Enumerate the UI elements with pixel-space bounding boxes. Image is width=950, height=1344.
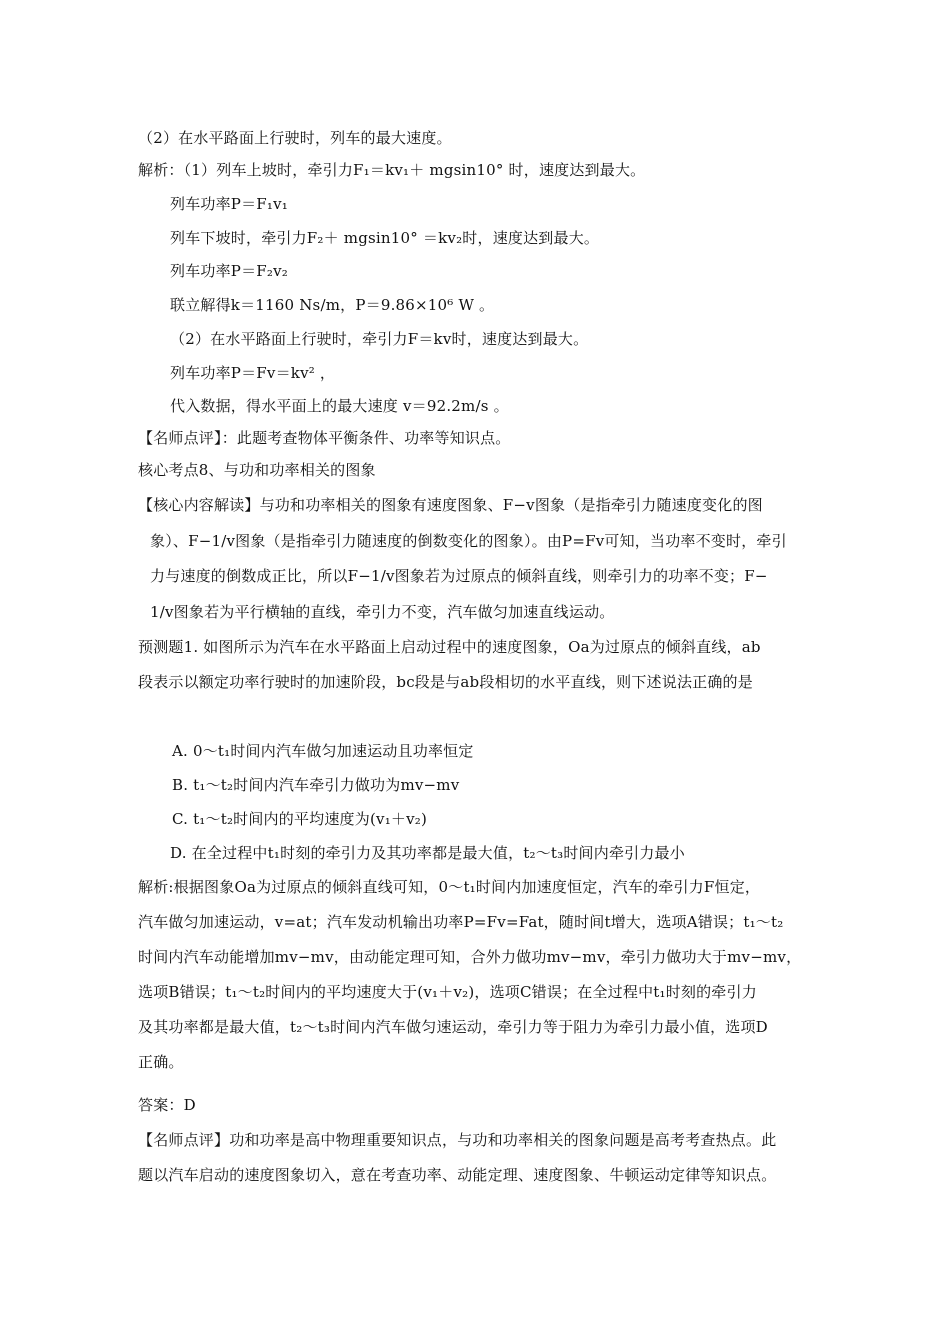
option-d: D. 在全过程中t₁时刻的牵引力及其功率都是最大值，t₂～t₃时间内牵引力最小 [170, 844, 685, 862]
analysis-line-5: 及其功率都是最大值，t₂～t₃时间内汽车做匀速运动，牵引力等于阻力为牵引力最小值，选项D [138, 1018, 768, 1036]
question-line-2: 段表示以额定功率行驶时的加速阶段，bc段是与ab段相切的水平直线，则下述说法正确的是 [138, 673, 753, 691]
analysis-line-2: 汽车做匀加速运动，v=at；汽车发动机输出功率P=Fv=Fat，随时间t增大，选项A错误；t₁～t₂ [138, 913, 784, 931]
option-b: B. t₁～t₂时间内汽车牵引力做功为mv−mv [172, 776, 460, 794]
problem-part-2: （2）在水平路面上行驶时，列车的最大速度。 [138, 129, 452, 147]
solution-line-4: 列车功率P＝F₂v₂ [170, 262, 289, 280]
solution-line-8: 代入数据，得水平面上的最大速度 v＝92.2m/s 。 [170, 397, 509, 415]
core-content-line-3: 力与速度的倒数成正比，所以F−1/v图象若为过原点的倾斜直线，则牵引力的功率不变；F− [150, 567, 768, 585]
option-a: A. 0～t₁时间内汽车做匀加速运动且功率恒定 [172, 742, 474, 760]
core-content-line-4: 1/v图象若为平行横轴的直线，牵引力不变，汽车做匀加速直线运动。 [150, 603, 615, 621]
question-line-1: 预测题1. 如图所示为汽车在水平路面上启动过程中的速度图象，Oa为过原点的倾斜直线，ab [138, 638, 761, 656]
core-content-line-1: 【核心内容解读】与功和功率相关的图象有速度图象、F−v图象（是指牵引力随速度变化的图 [138, 496, 763, 514]
solution-line-5: 联立解得k＝1160 Ns/m，P＝9.86×10⁶ W 。 [170, 296, 495, 314]
section-title: 核心考点8、与功和功率相关的图象 [138, 461, 376, 479]
analysis-line-1: 解析:根据图象Oa为过原点的倾斜直线可知，0～t₁时间内加速度恒定，汽车的牵引力F恒定， [138, 878, 761, 896]
core-content-line-2: 象）、F−1/v图象（是指牵引力随速度的倒数变化的图象）。由P=Fv可知，当功率不变时，牵引 [150, 532, 787, 550]
option-c: C. t₁～t₂时间内的平均速度为(v₁＋v₂) [172, 810, 428, 828]
analysis-line-6: 正确。 [138, 1053, 184, 1071]
answer: 答案：D [138, 1096, 196, 1114]
teacher-review-2-line-1: 【名师点评】功和功率是高中物理重要知识点，与功和功率相关的图象问题是高考考查热点。此 [138, 1131, 777, 1149]
solution-line-7: 列车功率P＝Fv＝kv² ， [170, 364, 336, 382]
solution-line-1: 解析：（1）列车上坡时，牵引力F₁＝kv₁＋ mgsin10° 时，速度达到最大。 [138, 161, 646, 179]
solution-line-2: 列车功率P＝F₁v₁ [170, 195, 289, 213]
solution-line-6: （2）在水平路面上行驶时，牵引力F＝kv时，速度达到最大。 [170, 330, 589, 348]
teacher-review-1: 【名师点评】：此题考查物体平衡条件、功率等知识点。 [138, 429, 511, 447]
teacher-review-2-line-2: 题以汽车启动的速度图象切入，意在考查功率、动能定理、速度图象、牛顿运动定律等知识点。 [138, 1166, 777, 1184]
analysis-line-4: 选项B错误；t₁～t₂时间内的平均速度大于(v₁＋v₂)，选项C错误；在全过程中t₁时刻的牵引力 [138, 983, 757, 1001]
analysis-line-3: 时间内汽车动能增加mv−mv，由动能定理可知，合外力做功mv−mv，牵引力做功大于mv−mv， [138, 948, 802, 966]
solution-line-3: 列车下坡时，牵引力F₂＋ mgsin10° ＝kv₂时，速度达到最大。 [170, 229, 600, 247]
